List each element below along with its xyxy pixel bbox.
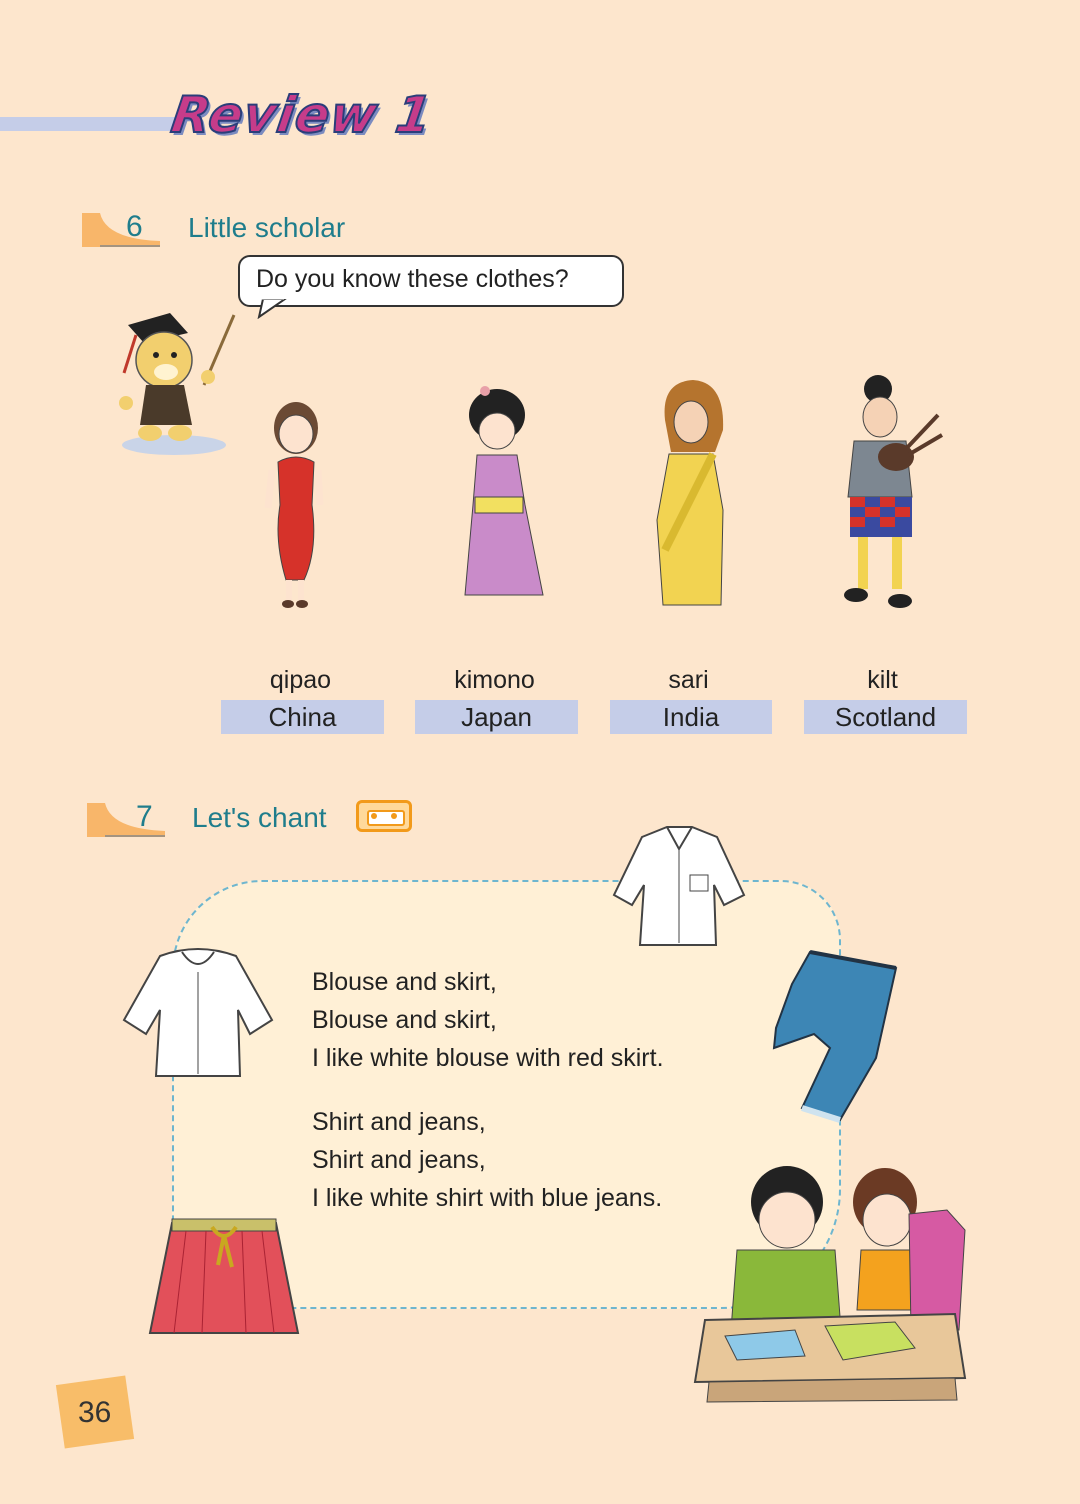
country-label: Japan bbox=[415, 700, 578, 734]
speech-bubble-text: Do you know these clothes? bbox=[256, 265, 569, 293]
section-marker-7 bbox=[87, 803, 165, 837]
country-label: China bbox=[221, 700, 384, 734]
white-blouse-illustration bbox=[120, 942, 278, 1082]
chant-line: Shirt and jeans, bbox=[312, 1108, 486, 1136]
section-marker-6 bbox=[82, 213, 160, 247]
chant-line: I like white shirt with blue jeans. bbox=[312, 1184, 663, 1212]
chant-line: Shirt and jeans, bbox=[312, 1146, 486, 1174]
children-with-clothes-illustration bbox=[685, 1160, 975, 1405]
section-title: Let's chant bbox=[192, 802, 327, 833]
section-title: Little scholar bbox=[188, 212, 346, 243]
white-shirt-illustration bbox=[612, 825, 747, 950]
kilt-man-illustration bbox=[838, 375, 946, 610]
country-label: India bbox=[610, 700, 772, 734]
garment-label: qipao bbox=[269, 666, 332, 694]
kimono-girl-illustration bbox=[455, 385, 550, 607]
blue-jeans-illustration bbox=[770, 948, 900, 1126]
qipao-girl-illustration bbox=[258, 390, 328, 615]
page-title: Review 1 bbox=[167, 86, 437, 144]
chant-line: I like white blouse with red skirt. bbox=[312, 1044, 664, 1072]
garment-label: kilt bbox=[867, 666, 898, 694]
country-label: Scotland bbox=[804, 700, 967, 734]
garment-label: kimono bbox=[454, 666, 535, 694]
section-number: 7 bbox=[136, 800, 153, 833]
sari-woman-illustration bbox=[645, 380, 735, 608]
red-skirt-illustration bbox=[146, 1215, 302, 1340]
speech-bubble-tail bbox=[255, 299, 295, 319]
cassette-icon[interactable] bbox=[356, 800, 412, 832]
section-number: 6 bbox=[126, 210, 143, 243]
chant-line: Blouse and skirt, bbox=[312, 968, 497, 996]
title-bar-decoration bbox=[0, 117, 175, 131]
page-number: 36 bbox=[78, 1396, 112, 1429]
scholar-bear-illustration bbox=[112, 305, 242, 460]
chant-line: Blouse and skirt, bbox=[312, 1006, 497, 1034]
garment-label: sari bbox=[668, 666, 709, 694]
